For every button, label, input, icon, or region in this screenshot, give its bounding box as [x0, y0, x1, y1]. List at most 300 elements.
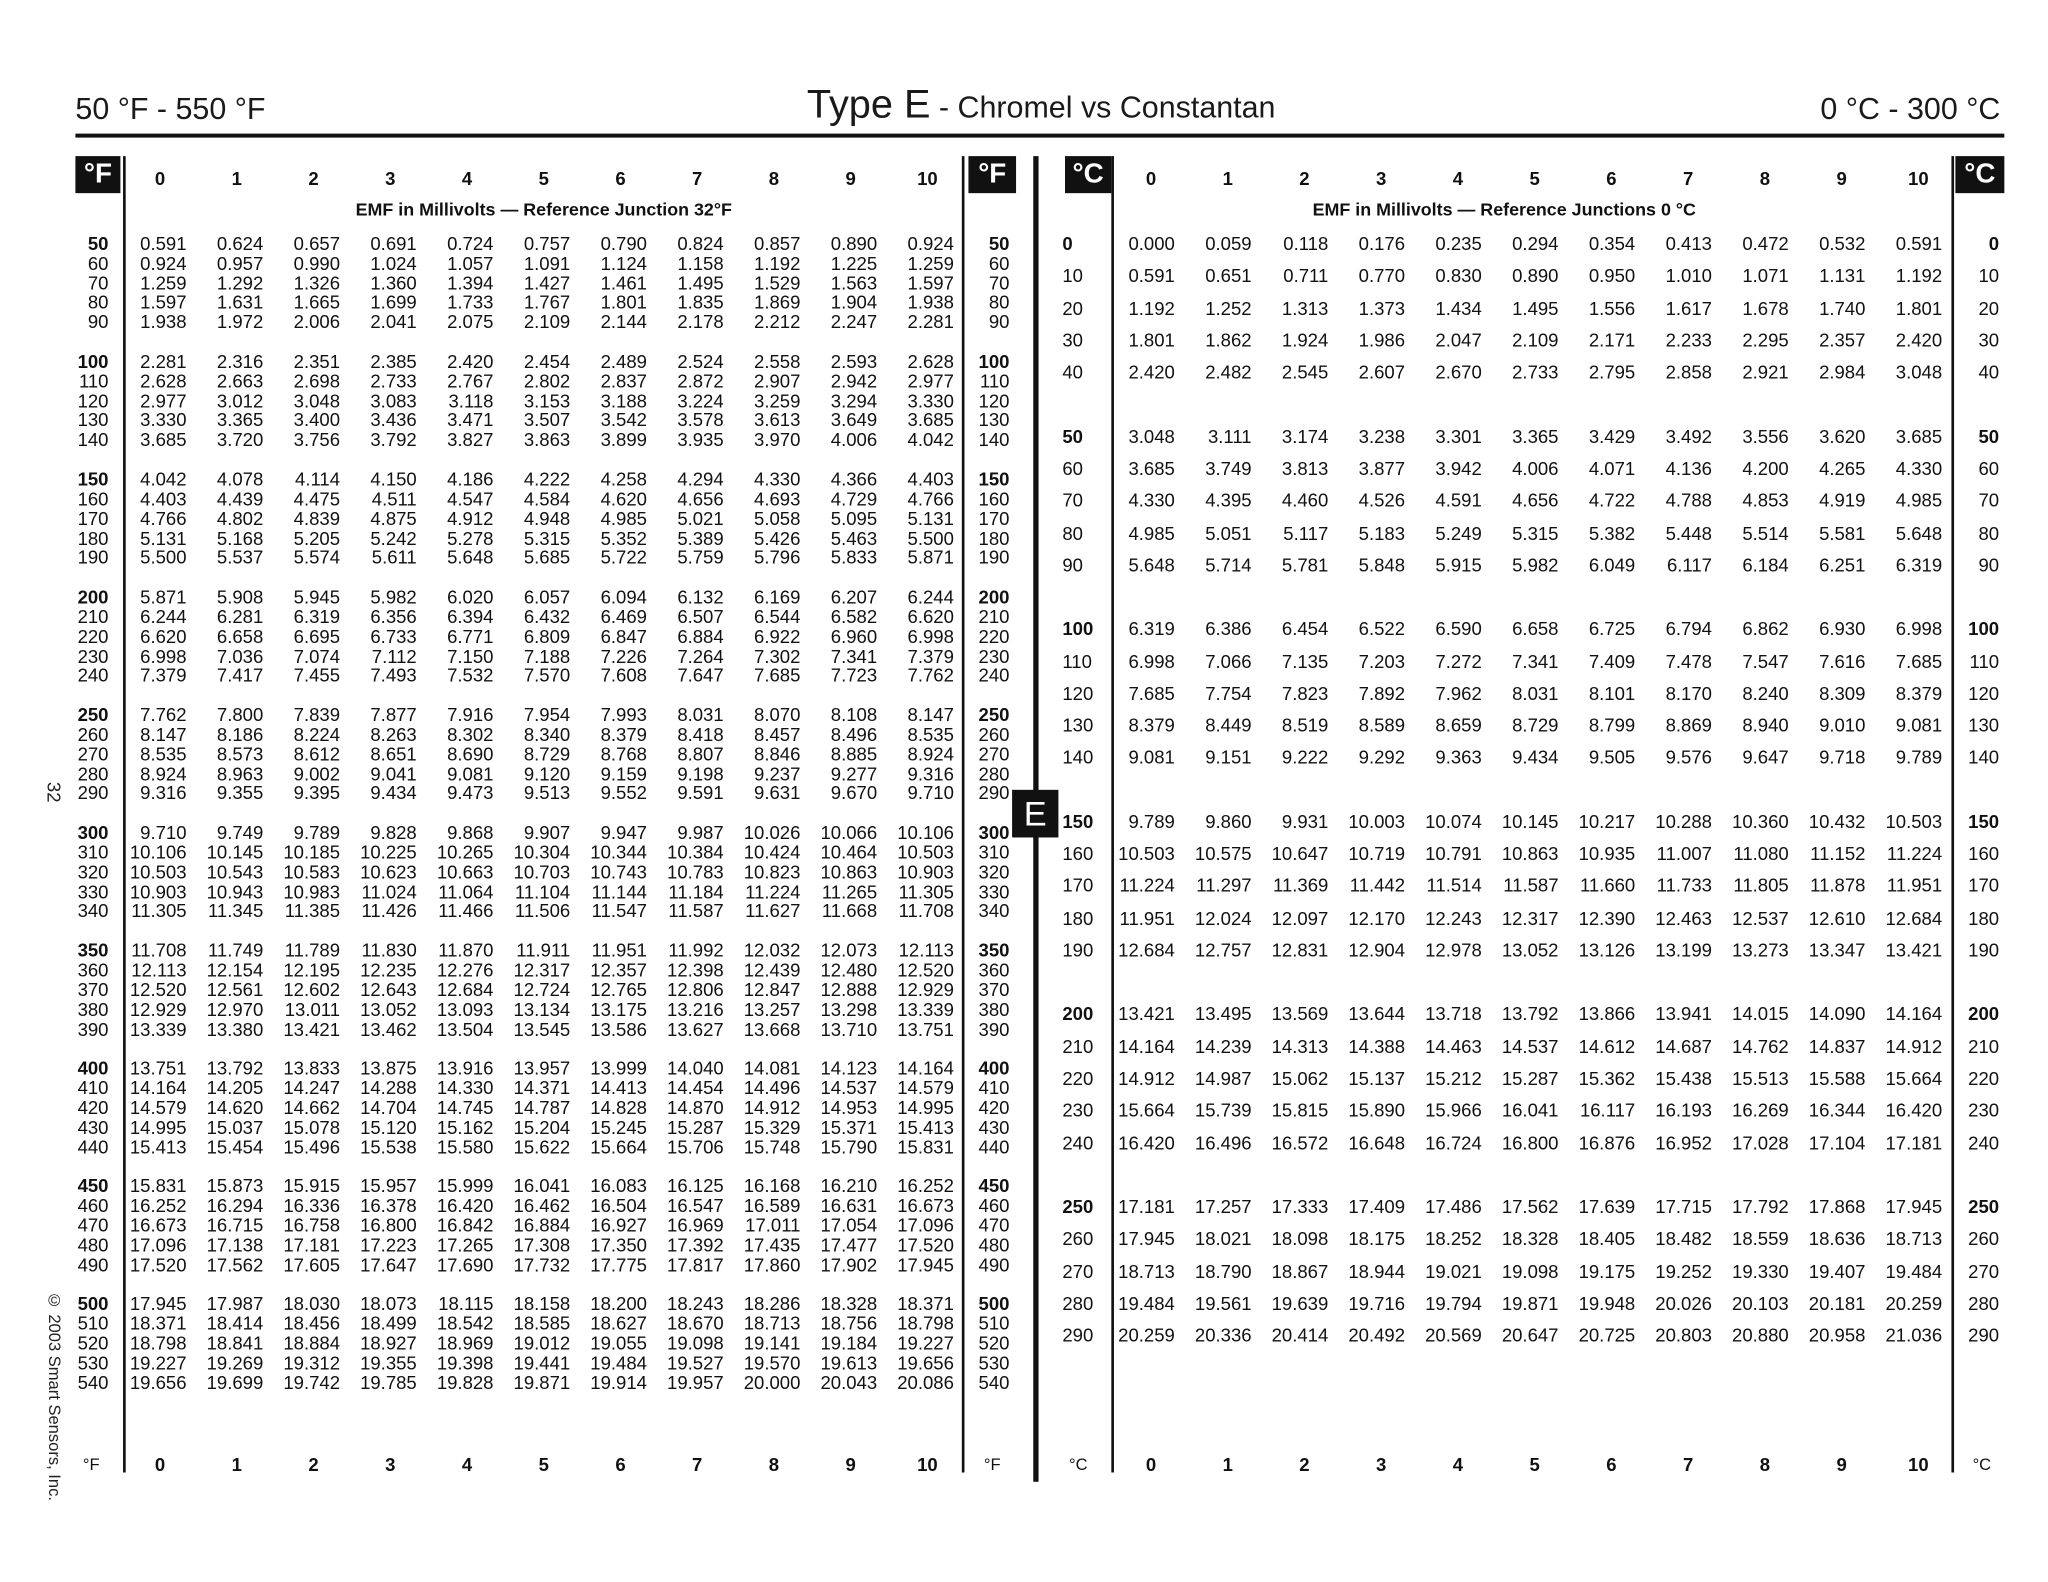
- row-label-right: 120: [978, 389, 1010, 411]
- emf-value-cell: 6.522: [1358, 618, 1406, 640]
- emf-value-cell: 2.316: [216, 350, 264, 372]
- emf-value-cell: 0.757: [523, 232, 571, 255]
- emf-value-cell: 14.953: [820, 1096, 878, 1118]
- emf-value-cell: 13.627: [667, 1018, 724, 1040]
- emf-value-cell: 14.612: [1578, 1035, 1636, 1057]
- row-label-left: 140: [1062, 746, 1094, 768]
- emf-value-cell: 16.504: [590, 1194, 647, 1217]
- emf-value-cell: 9.868: [447, 821, 494, 844]
- emf-value-cell: 10.265: [436, 841, 494, 863]
- emf-value-cell: 10.432: [1808, 810, 1866, 832]
- emf-value-cell: 0.235: [1435, 232, 1482, 255]
- emf-value-cell: 17.477: [820, 1234, 878, 1256]
- emf-value-cell: 5.448: [1665, 521, 1712, 544]
- emf-value-cell: 20.725: [1578, 1324, 1636, 1346]
- emf-value-cell: 9.591: [677, 782, 724, 804]
- emf-value-cell: 9.081: [1128, 746, 1175, 768]
- row-label-left: 320: [77, 861, 109, 883]
- emf-value-cell: 17.350: [590, 1234, 647, 1256]
- row-label-right: 290: [978, 782, 1010, 804]
- emf-value-cell: 15.245: [590, 1116, 647, 1138]
- row-label-right: 270: [978, 743, 1010, 765]
- emf-value-cell: 19.330: [1732, 1260, 1789, 1282]
- unit-box-right: °C: [1955, 156, 2004, 193]
- emf-value-cell: 5.463: [830, 527, 878, 549]
- emf-value-cell: 9.316: [907, 762, 954, 785]
- emf-value-cell: 17.054: [820, 1214, 878, 1236]
- emf-value-cell: 7.341: [830, 645, 878, 667]
- emf-value-cell: 14.205: [206, 1077, 264, 1099]
- emf-value-cell: 5.021: [677, 507, 724, 529]
- emf-value-cell: 9.222: [1281, 746, 1329, 768]
- emf-value-cell: 11.426: [361, 900, 417, 922]
- emf-value-cell: 6.809: [523, 625, 571, 647]
- emf-value-cell: 0.770: [1358, 264, 1406, 287]
- emf-value-cell: 8.924: [907, 743, 954, 765]
- emf-value-cell: 20.086: [897, 1371, 954, 1393]
- emf-value-cell: 2.698: [293, 370, 341, 392]
- emf-value-cell: 12.113: [898, 939, 954, 961]
- emf-value-cell: 17.562: [1501, 1195, 1559, 1218]
- emf-value-cell: 13.052: [360, 998, 417, 1020]
- row-label-right: 370: [978, 978, 1010, 1001]
- emf-value-cell: 13.504: [436, 1018, 494, 1040]
- row-label-left: 170: [77, 507, 109, 529]
- emf-value-cell: 9.002: [293, 762, 341, 785]
- emf-value-cell: 0.790: [600, 232, 647, 255]
- emf-value-cell: 2.670: [1435, 361, 1482, 383]
- column-header: 5: [538, 168, 549, 190]
- emf-value-cell: 14.995: [897, 1096, 954, 1118]
- emf-value-cell: 18.969: [436, 1332, 494, 1354]
- emf-value-cell: 8.101: [1588, 682, 1636, 704]
- row-label-right: 110: [1969, 650, 2000, 672]
- emf-value-cell: 14.828: [590, 1096, 647, 1118]
- column-footer: 3: [1376, 1453, 1387, 1476]
- emf-value-cell: 9.576: [1665, 746, 1712, 768]
- emf-value-cell: 12.480: [820, 959, 878, 981]
- row-label-left: 250: [77, 704, 109, 726]
- emf-value-cell: 19.484: [1885, 1260, 1943, 1282]
- emf-value-cell: 15.831: [129, 1175, 187, 1197]
- row-label-left: 510: [77, 1312, 109, 1334]
- emf-value-cell: 19.312: [283, 1351, 341, 1374]
- emf-value-cell: 17.690: [436, 1253, 494, 1275]
- row-label-left: 140: [77, 428, 109, 451]
- emf-value-cell: 4.294: [677, 468, 724, 490]
- emf-value-cell: 5.648: [1128, 554, 1175, 576]
- row-label-right: 530: [978, 1351, 1010, 1374]
- emf-value-cell: 4.511: [371, 488, 417, 510]
- emf-value-cell: 12.724: [513, 978, 571, 1001]
- emf-value-cell: 17.868: [1808, 1195, 1866, 1218]
- emf-value-cell: 0.532: [1819, 232, 1866, 255]
- emf-value-cell: 13.339: [129, 1018, 187, 1040]
- emf-value-cell: 4.439: [216, 488, 264, 510]
- emf-value-cell: 17.333: [1271, 1195, 1329, 1218]
- emf-value-cell: 9.434: [370, 782, 417, 804]
- emf-value-cell: 18.371: [897, 1293, 954, 1315]
- emf-value-cell: 7.685: [754, 664, 801, 686]
- row-label-right: 200: [1968, 1003, 2000, 1025]
- row-label-right: 420: [978, 1096, 1010, 1118]
- emf-value-cell: 11.224: [1886, 842, 1943, 865]
- column-header: 9: [1836, 168, 1847, 190]
- section-tab: E: [1012, 790, 1058, 838]
- emf-value-cell: 4.186: [447, 468, 494, 490]
- emf-value-cell: 7.066: [1205, 650, 1252, 672]
- emf-value-cell: 1.326: [293, 272, 341, 294]
- emf-value-cell: 8.186: [216, 723, 264, 745]
- emf-value-cell: 1.192: [754, 252, 801, 274]
- emf-value-cell: 17.775: [590, 1253, 647, 1275]
- emf-value-cell: 0.890: [1512, 264, 1559, 287]
- emf-value-cell: 9.931: [1281, 810, 1329, 832]
- column-header: 3: [385, 168, 396, 190]
- emf-value-cell: 12.684: [1118, 939, 1175, 961]
- emf-value-cell: 10.503: [129, 861, 187, 883]
- emf-value-cell: 1.427: [523, 272, 571, 294]
- emf-value-cell: 16.336: [283, 1194, 341, 1217]
- row-label-left: 30: [1062, 329, 1083, 351]
- emf-value-cell: 1.986: [1358, 329, 1406, 351]
- emf-value-cell: 18.713: [1885, 1228, 1943, 1250]
- emf-value-cell: 2.872: [677, 370, 724, 392]
- row-label-right: 250: [978, 704, 1010, 726]
- emf-value-cell: 1.665: [293, 291, 341, 313]
- emf-value-cell: 8.869: [1665, 714, 1712, 736]
- row-label-left: 460: [77, 1194, 109, 1217]
- emf-value-cell: 3.863: [523, 428, 571, 451]
- emf-value-cell: 6.454: [1281, 618, 1329, 640]
- emf-value-cell: 1.360: [370, 272, 417, 294]
- emf-value-cell: 1.678: [1742, 297, 1789, 319]
- row-label-left: 70: [1062, 489, 1083, 511]
- emf-value-cell: 3.259: [754, 389, 801, 411]
- emf-value-cell: 6.356: [370, 605, 417, 628]
- emf-value-cell: 17.028: [1732, 1131, 1789, 1154]
- emf-value-cell: 8.170: [1665, 682, 1712, 704]
- emf-value-cell: 19.484: [590, 1351, 647, 1374]
- emf-value-cell: 7.112: [371, 645, 417, 667]
- emf-value-cell: 3.365: [1512, 425, 1559, 447]
- row-label-left: 280: [1062, 1292, 1094, 1314]
- emf-value-cell: 13.011: [284, 998, 341, 1020]
- emf-value-cell: 6.507: [677, 605, 724, 628]
- emf-value-cell: 13.421: [1118, 1003, 1175, 1025]
- emf-value-cell: 8.496: [830, 723, 878, 745]
- emf-value-cell: 8.690: [447, 743, 494, 765]
- emf-value-cell: 11.514: [1426, 875, 1482, 897]
- emf-value-cell: 11.660: [1579, 875, 1636, 897]
- row-label-left: 350: [77, 939, 109, 961]
- emf-value-cell: 10.903: [897, 861, 954, 883]
- emf-value-cell: 9.081: [1895, 714, 1943, 736]
- row-label-right: 350: [978, 939, 1010, 961]
- emf-value-cell: 18.243: [667, 1293, 724, 1315]
- row-label-left: 210: [77, 605, 109, 628]
- emf-value-cell: 8.729: [1512, 714, 1559, 736]
- emf-value-cell: 6.794: [1665, 618, 1712, 640]
- emf-value-cell: 4.150: [370, 468, 417, 490]
- row-label-right: 220: [1968, 1067, 2000, 1089]
- emf-value-cell: 18.713: [1118, 1260, 1175, 1282]
- emf-value-cell: 1.225: [830, 252, 878, 274]
- emf-value-cell: 15.999: [436, 1175, 494, 1197]
- row-label-left: 220: [77, 625, 109, 647]
- emf-value-cell: 1.835: [677, 291, 724, 313]
- row-label-right: 50: [988, 232, 1010, 255]
- emf-value-cell: 19.407: [1808, 1260, 1866, 1282]
- emf-value-cell: 1.631: [216, 291, 264, 313]
- emf-value-cell: 15.966: [1425, 1099, 1482, 1121]
- emf-value-cell: 5.982: [370, 586, 417, 608]
- emf-value-cell: 11.733: [1656, 875, 1712, 897]
- emf-value-cell: 15.078: [283, 1116, 341, 1138]
- row-label-right: 460: [978, 1194, 1010, 1217]
- row-label-left: 130: [1062, 714, 1094, 736]
- row-label-right: 540: [978, 1371, 1010, 1393]
- emf-value-cell: 10.543: [206, 861, 264, 883]
- emf-value-cell: 8.340: [523, 723, 571, 745]
- emf-value-cell: 1.938: [140, 311, 187, 333]
- emf-value-cell: 13.273: [1732, 939, 1789, 961]
- emf-value-cell: 5.058: [754, 507, 801, 529]
- row-label-right: 10: [1978, 264, 2000, 287]
- emf-value-cell: 14.123: [820, 1057, 878, 1079]
- emf-value-cell: 19.021: [1425, 1260, 1482, 1282]
- emf-value-cell: 11.265: [821, 880, 878, 902]
- emf-value-cell: 19.175: [1578, 1260, 1636, 1282]
- emf-value-cell: 11.708: [898, 900, 954, 922]
- row-label-left: 60: [87, 252, 109, 274]
- emf-value-cell: 14.463: [1425, 1035, 1482, 1057]
- row-label-left: 190: [1062, 939, 1094, 961]
- emf-value-cell: 9.987: [677, 821, 724, 844]
- row-label-left: 480: [77, 1234, 109, 1256]
- row-label-right: 510: [978, 1312, 1010, 1334]
- emf-value-cell: 9.947: [600, 821, 647, 844]
- emf-value-cell: 9.363: [1435, 746, 1482, 768]
- row-label-left: 80: [1062, 521, 1083, 544]
- emf-value-cell: 4.766: [907, 488, 954, 510]
- emf-value-cell: 1.495: [677, 272, 724, 294]
- emf-value-cell: 4.200: [1742, 457, 1789, 479]
- emf-value-cell: 9.277: [830, 762, 878, 785]
- emf-value-cell: 1.617: [1665, 297, 1712, 319]
- emf-value-cell: 6.394: [447, 605, 494, 628]
- emf-value-cell: 4.136: [1665, 457, 1712, 479]
- column-footer: 7: [692, 1453, 703, 1476]
- emf-value-cell: 4.948: [523, 507, 571, 529]
- emf-value-cell: 0.824: [677, 232, 724, 255]
- emf-value-cell: 9.710: [907, 782, 954, 804]
- emf-value-cell: 19.184: [820, 1332, 878, 1354]
- row-label-left: 410: [77, 1077, 109, 1099]
- emf-value-cell: 15.362: [1578, 1067, 1636, 1089]
- column-header: 5: [1529, 168, 1540, 190]
- row-label-right: 310: [978, 841, 1010, 863]
- row-label-right: 90: [1978, 554, 2000, 576]
- emf-value-cell: 3.238: [1358, 425, 1406, 447]
- emf-value-cell: 12.357: [590, 959, 647, 981]
- emf-value-cell: 0.724: [447, 232, 494, 255]
- row-label-right: 110: [979, 370, 1010, 392]
- row-label-right: 260: [1968, 1228, 2000, 1250]
- emf-value-cell: 2.977: [140, 389, 187, 411]
- emf-value-cell: 13.957: [513, 1057, 571, 1079]
- emf-value-cell: 11.992: [668, 939, 724, 961]
- emf-value-cell: 0.857: [754, 232, 801, 255]
- emf-value-cell: 6.432: [523, 605, 571, 628]
- row-label-left: 90: [87, 311, 109, 333]
- emf-value-cell: 5.500: [140, 546, 187, 568]
- emf-value-cell: 10.384: [667, 841, 724, 863]
- emf-value-cell: 6.132: [677, 586, 724, 608]
- emf-value-cell: 5.781: [1281, 554, 1329, 576]
- emf-value-cell: 5.131: [907, 507, 954, 529]
- emf-value-cell: 13.866: [1578, 1003, 1636, 1025]
- emf-value-cell: 1.597: [140, 291, 187, 313]
- row-label-right: 500: [978, 1293, 1010, 1315]
- emf-value-cell: 7.962: [1435, 682, 1482, 704]
- emf-value-cell: 19.785: [360, 1371, 417, 1393]
- emf-value-cell: 5.945: [293, 586, 341, 608]
- emf-value-cell: 16.969: [667, 1214, 724, 1236]
- column-header: 0: [154, 168, 166, 190]
- emf-value-cell: 10.464: [820, 841, 878, 863]
- emf-value-cell: 17.011: [745, 1214, 801, 1236]
- emf-value-cell: 10.225: [360, 841, 417, 863]
- emf-value-cell: 11.466: [438, 900, 494, 922]
- row-label-right: 210: [978, 605, 1010, 628]
- column-footer: 10: [917, 1453, 938, 1476]
- emf-value-cell: 14.090: [1808, 1003, 1866, 1025]
- emf-value-cell: 8.729: [523, 743, 571, 765]
- emf-value-cell: 14.454: [667, 1077, 724, 1099]
- emf-value-cell: 19.398: [436, 1351, 494, 1374]
- emf-value-cell: 6.725: [1588, 618, 1636, 640]
- emf-value-cell: 4.766: [140, 507, 187, 529]
- emf-value-cell: 13.052: [1501, 939, 1559, 961]
- emf-value-cell: 14.837: [1808, 1035, 1866, 1057]
- emf-value-cell: 5.848: [1358, 554, 1406, 576]
- row-label-right: 60: [988, 252, 1010, 274]
- emf-value-cell: 11.305: [898, 880, 954, 902]
- emf-value-cell: 3.685: [1895, 425, 1943, 447]
- emf-value-cell: 7.877: [370, 704, 417, 726]
- emf-value-cell: 1.192: [1895, 264, 1943, 287]
- emf-value-cell: 13.421: [283, 1018, 341, 1040]
- emf-value-cell: 19.742: [283, 1371, 341, 1393]
- emf-value-cell: 15.748: [743, 1135, 801, 1158]
- emf-value-cell: 15.790: [820, 1135, 878, 1158]
- emf-value-cell: 6.590: [1435, 618, 1482, 640]
- emf-value-cell: 19.871: [1501, 1292, 1559, 1314]
- emf-value-cell: 17.181: [1885, 1131, 1943, 1154]
- column-footer: 1: [1222, 1453, 1233, 1476]
- emf-value-cell: 9.828: [370, 821, 417, 844]
- emf-value-cell: 12.113: [131, 959, 187, 981]
- emf-value-cell: 1.252: [1205, 297, 1252, 319]
- emf-value-cell: 18.021: [1194, 1228, 1252, 1250]
- emf-value-cell: 5.205: [293, 527, 341, 549]
- header-rule: [75, 134, 2004, 138]
- row-label-right: 320: [978, 861, 1010, 883]
- emf-value-cell: 1.124: [600, 252, 647, 274]
- emf-value-cell: 16.462: [513, 1194, 571, 1217]
- emf-value-cell: 12.831: [1271, 939, 1329, 961]
- emf-value-cell: 13.792: [206, 1057, 264, 1079]
- emf-value-cell: 2.171: [1588, 329, 1636, 351]
- emf-value-cell: 19.141: [743, 1332, 801, 1354]
- row-label-right: 140: [978, 428, 1010, 451]
- emf-value-cell: 19.227: [129, 1351, 187, 1374]
- emf-value-cell: 12.195: [283, 959, 341, 981]
- emf-value-cell: 12.806: [667, 978, 724, 1001]
- emf-value-cell: 18.542: [436, 1312, 494, 1334]
- emf-value-cell: 6.733: [370, 625, 417, 647]
- emf-value-cell: 6.184: [1742, 554, 1789, 576]
- emf-value-cell: 17.715: [1655, 1195, 1712, 1218]
- emf-value-cell: 18.456: [283, 1312, 341, 1334]
- emf-value-cell: 14.762: [1732, 1035, 1789, 1057]
- row-label-right: 330: [978, 880, 1010, 902]
- emf-value-cell: 1.313: [1281, 297, 1329, 319]
- footer-unit-left: °F: [82, 1455, 100, 1474]
- emf-value-cell: 11.385: [284, 900, 341, 922]
- emf-value-cell: 14.330: [436, 1077, 494, 1099]
- emf-value-cell: 4.591: [1435, 489, 1482, 511]
- emf-value-cell: 7.272: [1435, 650, 1482, 672]
- emf-value-cell: 13.339: [897, 998, 954, 1020]
- table-caption: EMF in Millivolts — Reference Junction 32°F: [355, 199, 732, 220]
- emf-value-cell: 2.795: [1588, 361, 1636, 383]
- emf-value-cell: 8.457: [754, 723, 801, 745]
- row-label-left: 110: [1062, 650, 1092, 672]
- emf-value-cell: 7.264: [677, 645, 724, 667]
- emf-value-cell: 2.047: [1435, 329, 1482, 351]
- emf-value-cell: 9.710: [140, 821, 187, 844]
- emf-value-cell: 17.181: [283, 1234, 341, 1256]
- emf-value-cell: 8.963: [216, 762, 264, 785]
- row-label-right: 340: [978, 900, 1010, 922]
- emf-value-cell: 7.417: [216, 664, 264, 686]
- row-label-right: 380: [978, 998, 1010, 1020]
- emf-value-cell: 10.026: [743, 821, 801, 844]
- emf-value-cell: 19.613: [820, 1351, 878, 1374]
- emf-value-cell: 4.620: [600, 488, 647, 510]
- emf-value-cell: 11.224: [1119, 875, 1175, 897]
- row-label-left: 10: [1062, 264, 1083, 287]
- emf-value-cell: 3.685: [907, 409, 954, 431]
- emf-value-cell: 7.892: [1358, 682, 1406, 704]
- emf-value-cell: 11.830: [361, 939, 417, 961]
- emf-value-cell: 10.503: [897, 841, 954, 863]
- row-label-right: 280: [1968, 1292, 2000, 1314]
- emf-value-cell: 15.739: [1194, 1099, 1252, 1121]
- emf-value-cell: 1.373: [1358, 297, 1406, 319]
- emf-value-cell: 15.815: [1271, 1099, 1329, 1121]
- emf-value-cell: 2.984: [1819, 361, 1866, 383]
- emf-value-cell: 1.529: [754, 272, 801, 294]
- emf-value-cell: 19.656: [129, 1371, 187, 1393]
- emf-value-cell: 5.648: [447, 546, 494, 568]
- emf-value-cell: 0.591: [1128, 264, 1175, 287]
- emf-value-cell: 10.575: [1194, 842, 1252, 865]
- emf-value-cell: 14.620: [206, 1096, 264, 1118]
- emf-value-cell: 9.907: [523, 821, 571, 844]
